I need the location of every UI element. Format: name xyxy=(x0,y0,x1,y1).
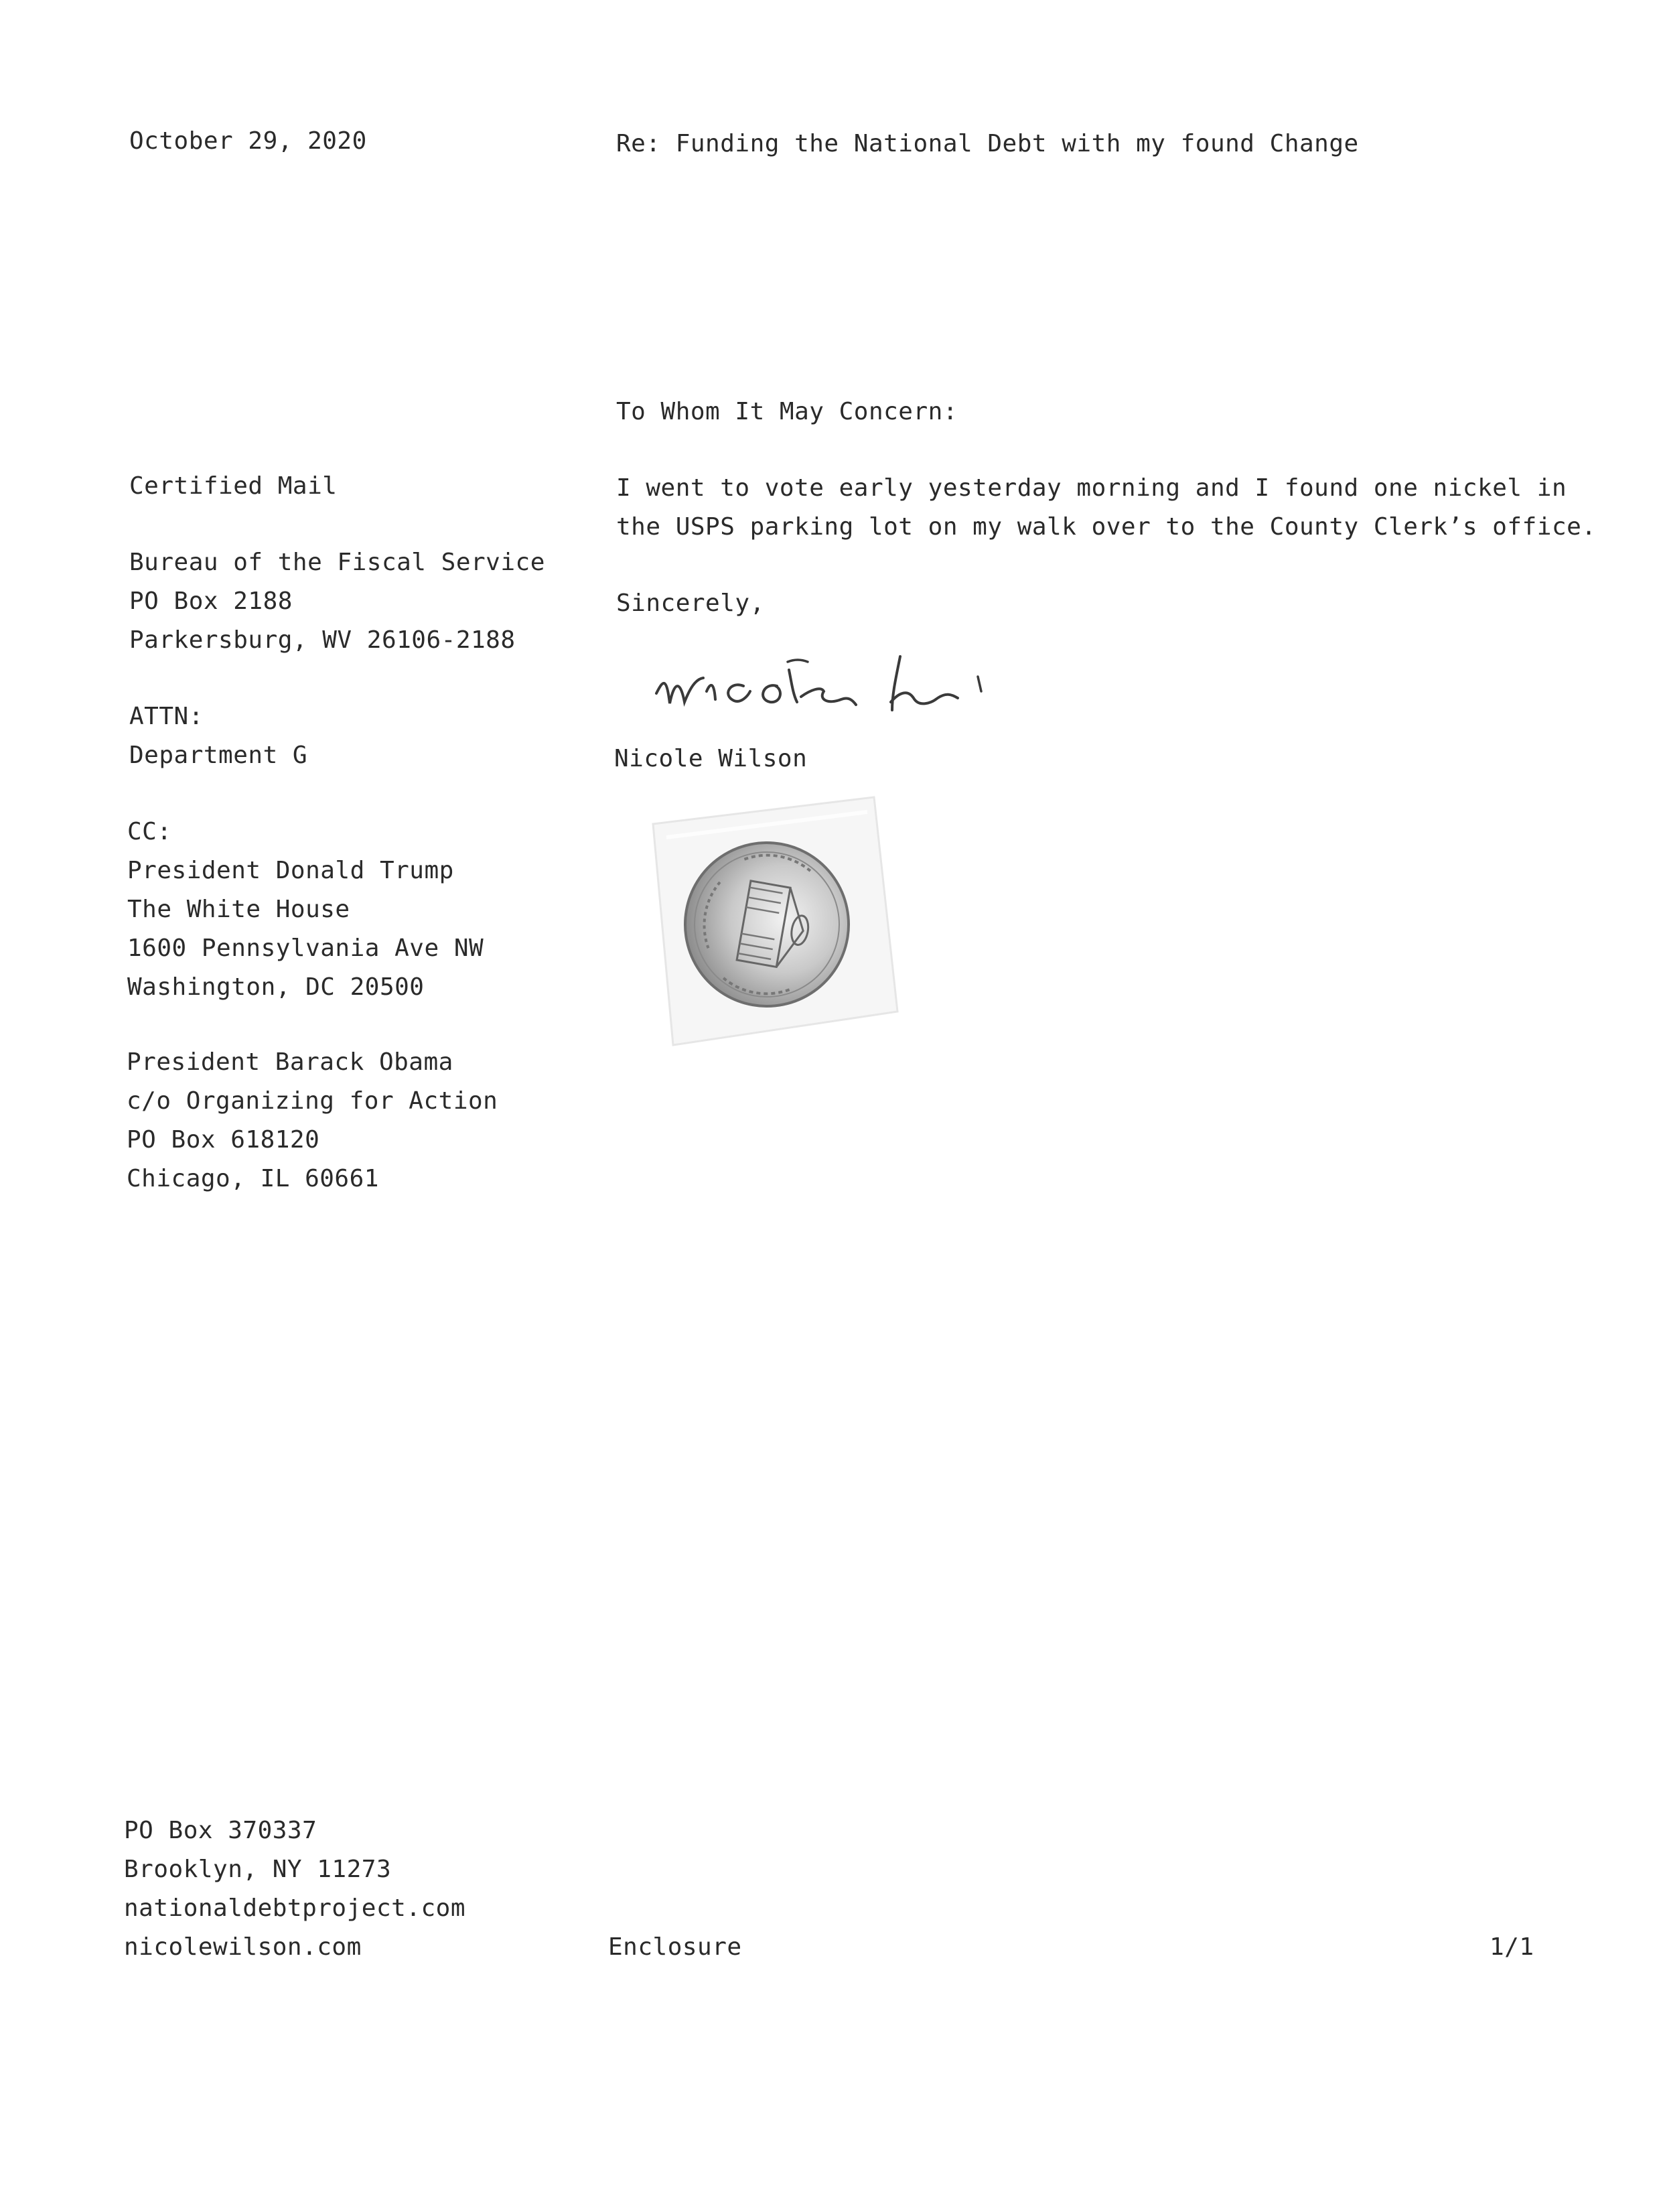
delivery-method: Certified Mail xyxy=(129,472,338,500)
cc-address-line: PO Box 618120 xyxy=(127,1126,320,1154)
salutation: To Whom It May Concern: xyxy=(616,398,958,425)
enclosed-nickel xyxy=(626,790,908,1052)
body-line: I went to vote early yesterday morning and I found one nickel in xyxy=(616,474,1567,502)
cc-address-line: 1600 Pennsylvania Ave NW xyxy=(127,935,484,962)
cc-address-line: President Donald Trump xyxy=(127,857,454,884)
sender-line: Brooklyn, NY 11273 xyxy=(124,1856,392,1883)
cc-address-line: The White House xyxy=(127,896,350,923)
handwritten-signature xyxy=(643,630,1018,730)
signature-name: Nicole Wilson xyxy=(614,745,808,772)
closing: Sincerely, xyxy=(616,590,765,617)
sender-address-block xyxy=(124,1811,465,1967)
cc-address-line: Washington, DC 20500 xyxy=(127,973,425,1001)
cc-address-line: President Barack Obama xyxy=(127,1048,453,1076)
sender-website: nationaldebtproject.com xyxy=(124,1894,465,1922)
enclosure-label: Enclosure xyxy=(608,1933,742,1961)
cc-address-line: c/o Organizing for Action xyxy=(127,1087,498,1115)
attn-label: ATTN: xyxy=(129,703,204,730)
attn-block xyxy=(129,697,307,775)
cc-label: CC: xyxy=(127,818,172,845)
primary-address-block xyxy=(129,543,545,660)
letter-body xyxy=(616,469,1596,547)
attn-value: Department G xyxy=(129,742,308,769)
address-line: Bureau of the Fiscal Service xyxy=(129,549,545,576)
letter-date: October 29, 2020 xyxy=(129,127,367,155)
address-line: PO Box 2188 xyxy=(129,587,293,615)
address-line: Parkersburg, WV 26106-2188 xyxy=(129,626,516,654)
page-number: 1/1 xyxy=(1490,1933,1534,1961)
sender-line: PO Box 370337 xyxy=(124,1817,317,1844)
body-line: the USPS parking lot on my walk over to the County Clerk’s office. xyxy=(616,513,1597,541)
cc-address-line: Chicago, IL 60661 xyxy=(127,1165,379,1192)
sender-website: nicolewilson.com xyxy=(124,1933,362,1961)
letter-subject: Re: Funding the National Debt with my found Change xyxy=(616,130,1359,157)
cc-second-block xyxy=(127,1043,498,1198)
cc-block xyxy=(127,813,484,1007)
